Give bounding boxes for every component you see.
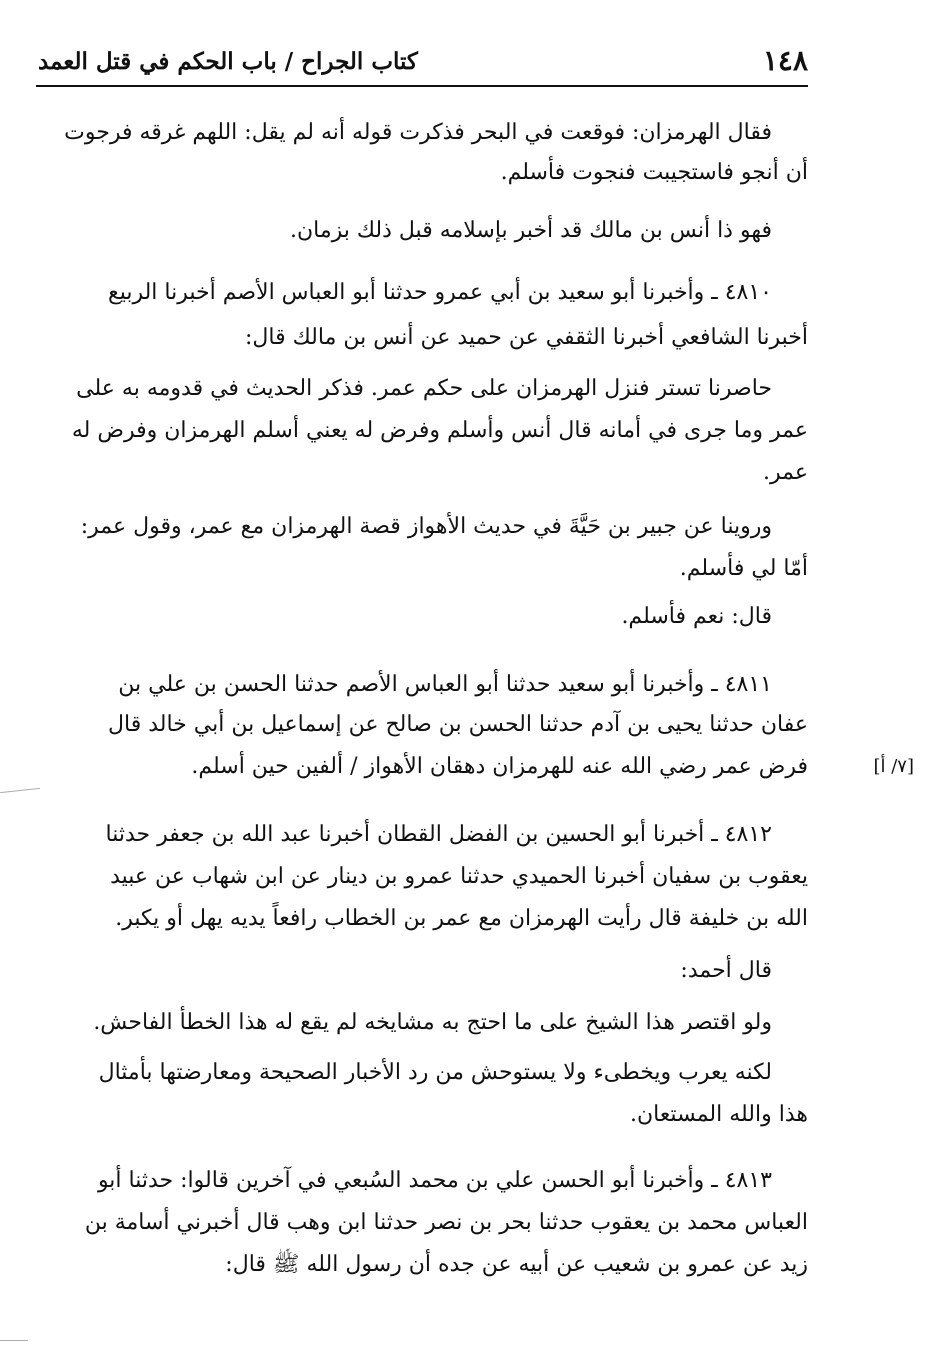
scan-artifact	[0, 788, 40, 793]
text-line: لكنه يعرب ويخطىء ولا يستوحش من رد الأخبار الصحيحة ومعارضتها بأمثال	[98, 1060, 772, 1085]
running-title: كتاب الجراح / باب الحكم في قتل العمد	[38, 48, 418, 75]
text-line: قال أحمد:	[680, 958, 772, 983]
text-line: فقال الهرمزان: فوقعت في البحر فذكرت قوله أنه لم يقل: اللهم غرقه فرجوت	[64, 120, 772, 145]
hadith-4810-line: ٤٨١٠ ـ وأخبرنا أبو سعيد بن أبي عمرو حدثنا أبو العباس الأصم أخبرنا الربيع	[107, 280, 772, 305]
text-line: حاصرنا تستر فنزل الهرمزان على حكم عمر. فذكر الحديث في قدومه به على	[76, 376, 772, 401]
text-line: وروينا عن جبير بن حَيَّةَ في حديث الأهواز قصة الهرمزان مع عمر، وقول عمر:	[80, 514, 772, 539]
text-line: الله بن خليفة قال رأيت الهرمزان مع عمر بن الخطاب رافعاً يديه يهل أو يكبر.	[115, 906, 808, 931]
page-header	[38, 40, 808, 82]
text-line: العباس محمد بن يعقوب حدثنا بحر بن نصر حدثنا ابن وهب قال أخبرني أسامة بن	[84, 1210, 808, 1235]
text-line: عمر.	[763, 460, 808, 485]
hadith-4812-line: ٤٨١٢ ـ أخبرنا أبو الحسين بن الفضل القطان أخبرنا عبد الله بن جعفر حدثنا	[105, 822, 772, 847]
text-line: قال: نعم فأسلم.	[621, 604, 772, 629]
text-line: ولو اقتصر هذا الشيخ على ما احتج به مشايخه لم يقع له هذا الخطأ الفاحش.	[93, 1010, 772, 1035]
text-line: زيد عن عمرو بن شعيب عن أبيه عن جده أن رسول الله ﷺ قال:	[225, 1252, 808, 1277]
page-number: ١٤٨	[762, 44, 808, 77]
text-line: يعقوب بن سفيان أخبرنا الحميدي حدثنا عمرو بن دينار عن ابن شهاب عن عبيد	[110, 864, 808, 889]
text-line: أخبرنا الشافعي أخبرنا الثقفي عن حميد عن أنس بن مالك قال:	[245, 325, 808, 350]
header-rule	[36, 85, 808, 87]
text-line: أمّا لي فأسلم.	[679, 556, 808, 581]
text-line: عمر وما جرى في أمانه قال أنس وأسلم وفرض له يعني أسلم الهرمزان وفرض له	[71, 418, 808, 443]
text-line: فهو ذا أنس بن مالك قد أخبر بإسلامه قبل ذلك بزمان.	[289, 218, 772, 243]
text-line: فرض عمر رضي الله عنه للهرمزان دهقان الأهواز / ألفين حين أسلم.	[191, 754, 808, 779]
text-line: هذا والله المستعان.	[629, 1102, 808, 1127]
hadith-4811-line: ٤٨١١ ـ وأخبرنا أبو سعيد حدثنا أبو العباس الأصم حدثنا الحسن بن علي بن	[118, 672, 772, 697]
hadith-4813-line: ٤٨١٣ ـ وأخبرنا أبو الحسن علي بن محمد السُبعي في آخرين قالوا: حدثنا أبو	[97, 1168, 772, 1193]
text-line: عفان حدثنا يحيى بن آدم حدثنا الحسن بن صالح عن إسماعيل بن أبي خالد قال	[108, 712, 808, 737]
margin-folio-note: [٧/ أ]	[873, 756, 914, 777]
scan-artifact	[0, 1340, 28, 1341]
text-line: أن أنجو فاستجيبت فنجوت فأسلم.	[500, 160, 808, 185]
